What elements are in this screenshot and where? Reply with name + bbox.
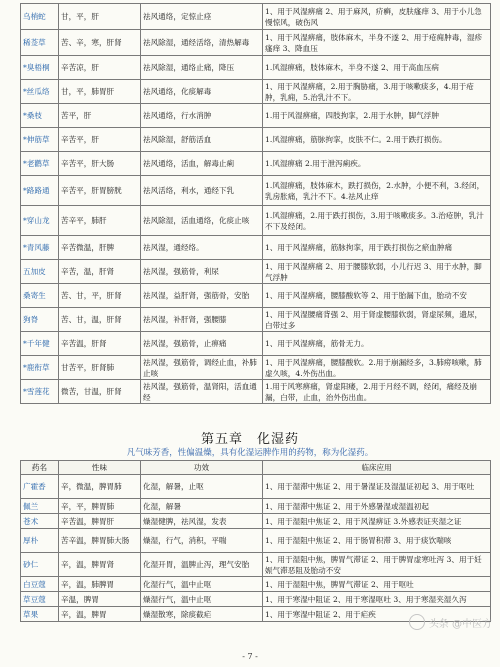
table-row	[21, 206, 491, 236]
header-clinical-use: 临床应用	[263, 461, 491, 475]
herb-table-wind-damp	[20, 3, 491, 404]
herb-name-cell: 苍术	[21, 514, 59, 529]
herb-name-cell: *青风藤	[21, 236, 59, 260]
effect-cell: 祛风通络，定惊止痉	[141, 4, 263, 30]
herb-table-damp-resolving-body	[21, 475, 491, 622]
table-row	[21, 284, 491, 308]
clinical-use-cell: 1.风湿痹痛 2.用于泄泻痢疾。	[263, 152, 491, 176]
herb-name-cell: *雪莲花	[21, 380, 59, 404]
herb-name-cell: *路路通	[21, 176, 59, 206]
effect-cell: 祛风通络，活血，解毒止痢	[141, 152, 263, 176]
herb-name-cell: *老鹳草	[21, 152, 59, 176]
clinical-use-cell: 1、用于湿滞中焦证 2、用于暑湿证及湿温证初起 3、用于呕吐	[263, 475, 491, 499]
effect-cell: 祛风湿，补肝肾，强腰膝	[141, 308, 263, 332]
clinical-use-cell: 1、用于湿阻中焦，脾胃气滞证 2、用于脾胃虚寒吐泻 3、用于妊娠气滞恶阻及胎动不安	[263, 553, 491, 577]
herb-table-wind-damp-body	[21, 4, 491, 404]
chapter-title: 第五章 化湿药	[200, 432, 299, 447]
effect-cell: 祛风湿，强筋骨，温肾阳，活血通经	[141, 380, 263, 404]
clinical-use-cell: 1、用于风湿痹痛，2.用于胸胁痛，3.用于咳嗽痰多，4.用于疮肿，乳痈，5.治乳汁不下。	[263, 80, 491, 104]
page-number: - 7 -	[242, 652, 258, 661]
clinical-use-cell: 1、用于风湿痹痛 2、用于腰膝软弱，小儿行迟 3、用于水肿，脚气浮肿	[263, 260, 491, 284]
effect-cell: 化湿，解暑，止呕	[141, 475, 263, 499]
nature-flavor-cell: 辛苦平，肝胃膀胱	[59, 176, 141, 206]
clinical-use-cell: 1、用于寒湿中阻证 2、用于疟疾	[263, 607, 491, 622]
table-row	[21, 514, 491, 529]
effect-cell: 祛风湿，益肝肾，强筋骨，安胎	[141, 284, 263, 308]
herb-name-cell: *千年健	[21, 332, 59, 356]
herb-name-cell: 白豆蔻	[21, 577, 59, 592]
herb-name-cell: 稀莶草	[21, 30, 59, 56]
effect-cell: 祛风活络，利水，通经下乳	[141, 176, 263, 206]
nature-flavor-cell: 辛，微温，脾胃肺	[59, 475, 141, 499]
effect-cell: 祛风湿，强筋骨，止痹痛	[141, 332, 263, 356]
watermark	[409, 614, 492, 630]
table-row	[21, 308, 491, 332]
nature-flavor-cell: 辛苦微温，肝脾	[59, 236, 141, 260]
herb-name-cell: 草豆蔻	[21, 592, 59, 607]
herb-name-cell: 草果	[21, 607, 59, 622]
herb-table-damp-resolving	[20, 460, 491, 622]
clinical-use-cell: 1.风湿痹痛，肢体麻木，半身不遂 2、用于高血压病	[263, 56, 491, 80]
effect-cell: 祛风湿，通经络。	[141, 236, 263, 260]
effect-cell: 化湿，解暑	[141, 499, 263, 514]
effect-cell: 祛风除湿，通经活络，清热解毒	[141, 30, 263, 56]
nature-flavor-cell: 辛苦凉，肝	[59, 56, 141, 80]
table-row	[21, 332, 491, 356]
effect-cell: 祛风除湿，活血通络，化痰止咳	[141, 206, 263, 236]
nature-flavor-cell: 辛，温，脾胃	[59, 607, 141, 622]
herb-name-cell: *丝瓜络	[21, 80, 59, 104]
herb-name-cell: 厚朴	[21, 529, 59, 553]
clinical-use-cell: 1.风湿痹痛，2.用于跌打损伤，3.用于咳嗽痰多。3.治疮肿，乳汁不下及经闭。	[263, 206, 491, 236]
clinical-use-cell: 1.用于风湿痹痛，四肢拘挛，2.用于水肿，脚气浮肿	[263, 104, 491, 128]
nature-flavor-cell: 辛苦平，肝大肠	[59, 152, 141, 176]
herb-name-cell: *桑枝	[21, 104, 59, 128]
table-row	[21, 104, 491, 128]
effect-cell: 祛风除湿，舒筋活血	[141, 128, 263, 152]
table-row	[21, 260, 491, 284]
nature-flavor-cell: 苦、辛，寒，肝肾	[59, 30, 141, 56]
clinical-use-cell: 1.风湿痹痛，肢体麻木，跌打损伤，2.水肿，小便不利，3.经闭，乳房胀痛，乳汁不下。4.祛风止痒	[263, 176, 491, 206]
clinical-use-cell: 1.用于风寒痹痛，肾虚阳痿，2.用于月经不调，经闭，痛经及崩漏，白带，止血，治外伤出血。	[263, 380, 491, 404]
watermark-logo-icon	[409, 614, 425, 630]
table-row	[21, 380, 491, 404]
herb-name-cell: 桑寄生	[21, 284, 59, 308]
effect-cell: 祛风除湿，通络止痛，降压	[141, 56, 263, 80]
table-row	[21, 128, 491, 152]
clinical-use-cell: 1、用于湿滞中焦证 2、用于外感暑湿或湿温初起	[263, 499, 491, 514]
clinical-use-cell: 1、用于湿阻中焦，脾胃气滞证 2、用于呕吐	[263, 577, 491, 592]
nature-flavor-cell: 辛，平，脾胃肺	[59, 499, 141, 514]
clinical-use-cell: 1、用于风湿痹痛，筋脉拘挛，用于跌打损伤之瘀血肿痛	[263, 236, 491, 260]
nature-flavor-cell: 苦、甘，平，肝肾	[59, 284, 141, 308]
clinical-use-cell: 1.风湿痹痛，筋脉拘挛，皮肤不仁。2.用于跌打损伤。	[263, 128, 491, 152]
herb-name-cell: 狗脊	[21, 308, 59, 332]
table-row	[21, 356, 491, 380]
effect-cell: 祛风湿，强筋骨，调经止血，补肺止咳	[141, 356, 263, 380]
nature-flavor-cell: 甘苦平，肝肾肺	[59, 356, 141, 380]
table-row	[21, 553, 491, 577]
nature-flavor-cell: 辛苦，温，肝肾	[59, 260, 141, 284]
effect-cell: 化湿开胃，温脾止泻，理气安胎	[141, 553, 263, 577]
nature-flavor-cell: 苦平，肝	[59, 104, 141, 128]
effect-cell: 燥湿散寒，除痰截疟	[141, 607, 263, 622]
table-row	[21, 236, 491, 260]
header-effect: 功效	[141, 461, 263, 475]
table-row	[21, 4, 491, 30]
herb-name-cell: *臭梧桐	[21, 56, 59, 80]
clinical-use-cell: 1、用于风湿痹痛，腰膝酸软等 2、用于胎漏下血，胎动不安	[263, 284, 491, 308]
effect-cell: 祛风通络，行水消肿	[141, 104, 263, 128]
clinical-use-cell: 1、用于湿阻中焦证 2、用于风湿痹证 3.外感表证夹湿之证	[263, 514, 491, 529]
clinical-use-cell: 1、用于风湿腰痛背强 2、用于肾虚腰膝软弱，肾虚尿频，遗尿，白带过多	[263, 308, 491, 332]
clinical-use-cell: 1、用于风湿痹痛 2、用于麻风，疥癣，皮肤瘙痒 3、用于小儿急慢惊风，破伤风	[263, 4, 491, 30]
clinical-use-cell: 1、用于湿阻中焦证 2、用于肠胃积滞 3、用于痰饮喘咳	[263, 529, 491, 553]
table-row	[21, 499, 491, 514]
nature-flavor-cell: 辛温，脾胃	[59, 592, 141, 607]
effect-cell: 化湿行气，温中止呕	[141, 577, 263, 592]
table-row	[21, 56, 491, 80]
herb-name-cell: 广霍香	[21, 475, 59, 499]
nature-flavor-cell: 辛苦温，肝肾	[59, 332, 141, 356]
herb-name-cell: 砂仁	[21, 553, 59, 577]
watermark-text: 头条 @中医方	[428, 618, 492, 630]
table-row	[21, 80, 491, 104]
table-header-row	[21, 461, 491, 475]
nature-flavor-cell: 苦辛温，脾胃肺大肠	[59, 529, 141, 553]
herb-name-cell: 乌梢蛇	[21, 4, 59, 30]
nature-flavor-cell: 辛苦平，肝	[59, 128, 141, 152]
effect-cell: 燥湿健脾，祛风湿，发表	[141, 514, 263, 529]
nature-flavor-cell: 甘，平，肺胃肝	[59, 80, 141, 104]
table-row	[21, 475, 491, 499]
nature-flavor-cell: 苦辛平，肺肝	[59, 206, 141, 236]
header-herb-name: 药名	[21, 461, 59, 475]
nature-flavor-cell: 辛，温，肺脾胃	[59, 577, 141, 592]
table-row	[21, 529, 491, 553]
nature-flavor-cell: 微苦，甘温，肝肾	[59, 380, 141, 404]
table-row	[21, 176, 491, 206]
chapter-subtitle: 凡气味芳香，性偏温燥，具有化湿运脾作用的药物，称为化湿药。	[126, 448, 374, 458]
nature-flavor-cell: 辛，温，脾胃肾	[59, 553, 141, 577]
effect-cell: 燥湿行气，温中止呕	[141, 592, 263, 607]
herb-name-cell: 五加皮	[21, 260, 59, 284]
clinical-use-cell: 1、用于寒湿中阻证 2、用于寒湿呕吐 3、用于寒湿夹湿久泻	[263, 592, 491, 607]
nature-flavor-cell: 辛苦温，脾胃肝	[59, 514, 141, 529]
nature-flavor-cell: 苦、甘，温，肝肾	[59, 308, 141, 332]
herb-name-cell: *伸筋草	[21, 128, 59, 152]
clinical-use-cell: 1、用于风湿痹痛，筋骨无力。	[263, 332, 491, 356]
table-row	[21, 152, 491, 176]
table-row	[21, 592, 491, 607]
nature-flavor-cell: 甘，平，肝	[59, 4, 141, 30]
header-nature-flavor: 性味	[59, 461, 141, 475]
herb-name-cell: *穿山龙	[21, 206, 59, 236]
effect-cell: 祛风湿，强筋骨，利尿	[141, 260, 263, 284]
clinical-use-cell: 1、用于风湿痹痛，腰膝酸软。2.用于崩漏经多，3.肺痨咳嗽，肺虚久咳，4.外伤出血。	[263, 356, 491, 380]
table-row	[21, 30, 491, 56]
effect-cell: 燥湿，行气，消积，平喘	[141, 529, 263, 553]
herb-name-cell: 佩兰	[21, 499, 59, 514]
herb-name-cell: *鹿衔草	[21, 356, 59, 380]
table-row	[21, 577, 491, 592]
clinical-use-cell: 1、用于风湿痹痛，肢体麻木，半身不遂 2、用于疮痈肿毒，湿疹瘙痒 3、降血压	[263, 30, 491, 56]
effect-cell: 祛风通络，化痰解毒	[141, 80, 263, 104]
